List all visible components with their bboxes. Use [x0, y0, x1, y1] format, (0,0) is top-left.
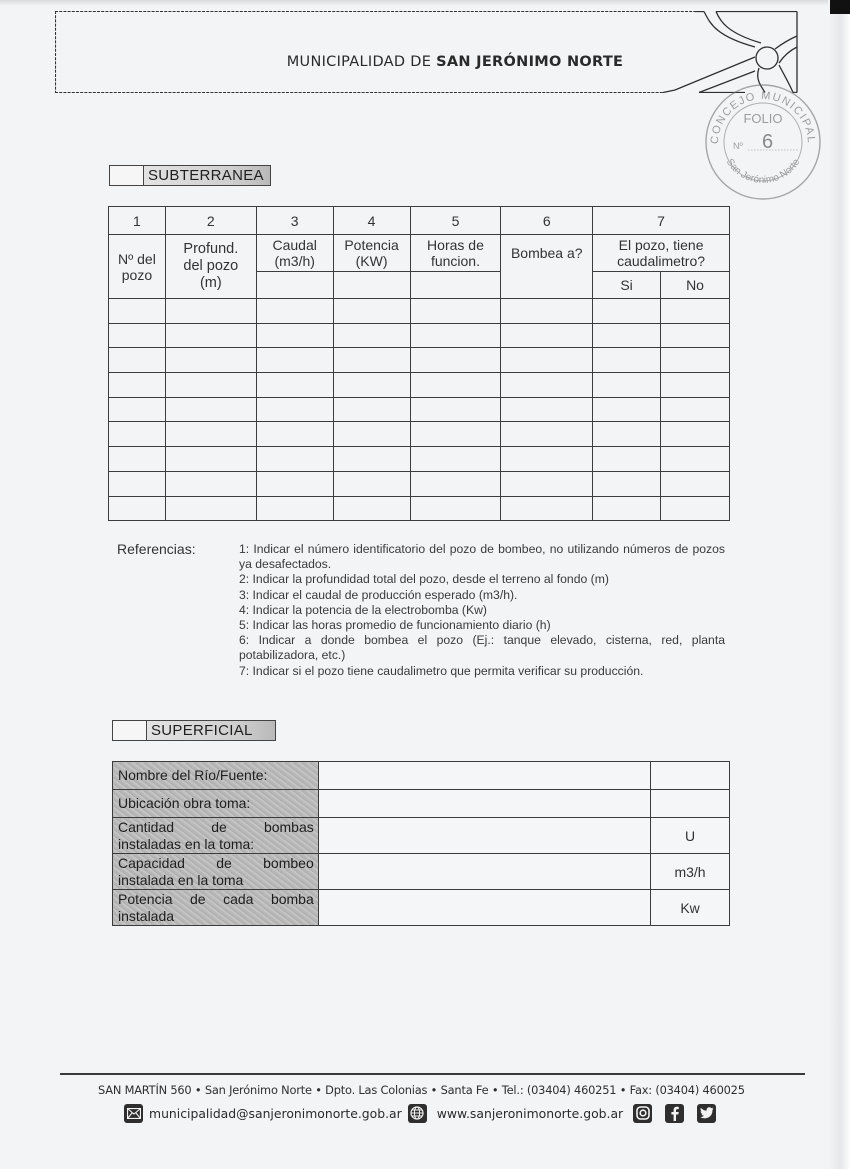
table-input-cell[interactable]: [165, 323, 256, 348]
header-caudalimetro: El pozo, tiene caudalimetro?: [593, 235, 730, 272]
table-input-cell[interactable]: [501, 496, 593, 521]
globe-icon: [408, 1104, 427, 1123]
table-input-cell[interactable]: [501, 397, 593, 422]
table-row: [109, 447, 730, 472]
table-row: [109, 323, 730, 348]
surface-row: [113, 854, 730, 890]
table-row: [109, 299, 730, 324]
section-superficial: [112, 720, 276, 741]
table-input-cell[interactable]: [333, 397, 410, 422]
col-number: 1: [109, 207, 166, 235]
table-input-cell[interactable]: [410, 422, 501, 447]
table-input-cell[interactable]: [501, 422, 593, 447]
footer-contact: [124, 1102, 716, 1124]
table-input-cell[interactable]: [410, 471, 501, 496]
table-row: [109, 373, 730, 398]
table-input-cell[interactable]: [661, 496, 730, 521]
row-label-capacidad: Capacidad de bombeo instalada en la toma: [113, 854, 319, 890]
surface-row: [113, 890, 730, 926]
stamp-arc-bottom: San Jerónimo Norte: [723, 157, 803, 186]
stamp-folio-number: 6: [762, 131, 774, 153]
table-input-cell[interactable]: [410, 348, 501, 373]
table-input-cell[interactable]: [165, 348, 256, 373]
blank-cell: [256, 272, 333, 299]
subterranea-label: SUBTERRANEA: [144, 166, 270, 185]
header-profundidad: Profund. del pozo (m): [165, 235, 256, 299]
unit-m3h: m3/h: [651, 854, 730, 890]
reference-item: 7: Indicar si el pozo tiene caudalimetro que permita verificar su producción.: [239, 663, 644, 678]
table-input-cell[interactable]: [256, 422, 333, 447]
scan-edge-right: [828, 0, 850, 1169]
table-input-cell[interactable]: [333, 323, 410, 348]
table-input-cell[interactable]: [109, 323, 166, 348]
references-list: [239, 542, 725, 679]
roundabout-logo-icon: [55, 11, 798, 93]
table-input-cell[interactable]: [410, 447, 501, 472]
instagram-icon[interactable]: [633, 1104, 652, 1123]
title-municipality: SAN JERÓNIMO NORTE: [436, 54, 624, 70]
table-input-cell[interactable]: [410, 496, 501, 521]
table-input-cell[interactable]: [593, 397, 661, 422]
scan-corner: [830, 0, 850, 14]
table-input-cell[interactable]: [165, 496, 256, 521]
table-input-cell[interactable]: [256, 447, 333, 472]
input-nombre-rio[interactable]: [318, 762, 650, 790]
table-input-cell[interactable]: [256, 323, 333, 348]
letterhead-title: [245, 54, 665, 70]
reference-item: 4: Indicar la potencia de la electrobomba (Kw): [239, 602, 487, 617]
input-potencia[interactable]: [318, 890, 650, 926]
footer-address: SAN MARTÍN 560 • San Jerónimo Norte • Dpto. Las Colonias • Santa Fe • Tel.: (03404) 460251 • Fax: (03404) 460025: [98, 1083, 745, 1097]
header-nro-pozo: Nº del pozo: [109, 235, 166, 299]
input-cantidad-bombas[interactable]: [318, 818, 650, 854]
twitter-icon[interactable]: [697, 1104, 716, 1123]
table-input-cell[interactable]: [165, 447, 256, 472]
table-input-cell[interactable]: [661, 323, 730, 348]
table-input-cell[interactable]: [165, 397, 256, 422]
superficial-label: SUPERFICIAL: [147, 721, 275, 740]
table-input-cell[interactable]: [501, 447, 593, 472]
header-caudal: Caudal (m3/h): [256, 235, 333, 272]
table-input-cell[interactable]: [410, 397, 501, 422]
table-row: [109, 471, 730, 496]
reference-item: 5: Indicar las horas promedio de funcionamiento diario (h): [239, 618, 551, 633]
stamp-arc-top: CONCEJO MUNICIPAL: [708, 89, 818, 145]
surface-row: [113, 762, 730, 790]
table-input-cell[interactable]: [256, 471, 333, 496]
scan-edge: [0, 0, 850, 6]
stamp-folio-label: FOLIO: [743, 111, 783, 126]
table-input-cell[interactable]: [109, 471, 166, 496]
table-row: [109, 422, 730, 447]
table-input-cell[interactable]: [333, 447, 410, 472]
table-input-cell[interactable]: [593, 373, 661, 398]
table-input-cell[interactable]: [593, 323, 661, 348]
table-input-cell[interactable]: [333, 422, 410, 447]
table-input-cell[interactable]: [333, 299, 410, 324]
col-number: 2: [165, 207, 256, 235]
table-input-cell[interactable]: [593, 299, 661, 324]
table-input-cell[interactable]: [333, 496, 410, 521]
blank-cell: [333, 272, 410, 299]
col-number: 5: [410, 207, 501, 235]
table-input-cell[interactable]: [109, 422, 166, 447]
superficial-checkbox[interactable]: [113, 721, 147, 740]
table-input-cell[interactable]: [410, 299, 501, 324]
table-input-cell[interactable]: [593, 422, 661, 447]
facebook-icon[interactable]: [665, 1104, 684, 1123]
input-ubicacion[interactable]: [318, 790, 650, 818]
section-subterranea: [109, 165, 271, 186]
footer-website-link[interactable]: www.sanjeronimonorte.gob.ar: [436, 1105, 624, 1121]
surface-source-table: [112, 761, 730, 926]
table-input-cell[interactable]: [661, 348, 730, 373]
blank-cell: [410, 272, 501, 299]
stamp-number-prefix: Nº: [733, 141, 743, 151]
row-label-ubicacion: Ubicación obra toma:: [113, 790, 319, 818]
column-title-row: [109, 235, 730, 272]
table-input-cell[interactable]: [256, 373, 333, 398]
table-input-cell[interactable]: [593, 447, 661, 472]
footer-email-link[interactable]: municipalidad@sanjeronimonorte.gob.ar: [149, 1105, 402, 1121]
unit-cell: [651, 790, 730, 818]
row-label-nombre-rio: Nombre del Río/Fuente:: [113, 762, 319, 790]
table-input-cell[interactable]: [661, 447, 730, 472]
table-input-cell[interactable]: [501, 373, 593, 398]
table-input-cell[interactable]: [501, 348, 593, 373]
table-input-cell[interactable]: [165, 422, 256, 447]
table-input-cell[interactable]: [256, 496, 333, 521]
surface-row: [113, 790, 730, 818]
table-input-cell[interactable]: [661, 397, 730, 422]
reference-item: 3: Indicar el caudal de producción esperado (m3/h).: [239, 587, 518, 602]
col-number: 3: [256, 207, 333, 235]
table-input-cell[interactable]: [165, 299, 256, 324]
table-input-cell[interactable]: [410, 373, 501, 398]
table-input-cell[interactable]: [593, 348, 661, 373]
unit-u: U: [651, 818, 730, 854]
table-input-cell[interactable]: [410, 323, 501, 348]
reference-item: 2: Indicar la profundidad total del pozo, desde el terreno al fondo (m): [239, 572, 609, 587]
table-input-cell[interactable]: [661, 471, 730, 496]
table-input-cell[interactable]: [501, 299, 593, 324]
references-title: Referencias:: [117, 541, 196, 557]
input-capacidad[interactable]: [318, 854, 650, 890]
header-potencia: Potencia (KW): [333, 235, 410, 272]
table-input-cell[interactable]: [501, 323, 593, 348]
table-input-cell[interactable]: [256, 299, 333, 324]
table-input-cell[interactable]: [165, 373, 256, 398]
table-input-cell[interactable]: [661, 422, 730, 447]
table-input-cell[interactable]: [256, 348, 333, 373]
table-input-cell[interactable]: [333, 471, 410, 496]
table-input-cell[interactable]: [165, 471, 256, 496]
table-input-cell[interactable]: [109, 447, 166, 472]
table-input-cell[interactable]: [109, 496, 166, 521]
reference-item: 1: Indicar el número identificatorio del pozo de bombeo, no utilizando números de pozos ya desafectados.: [239, 542, 725, 572]
table-row: [109, 348, 730, 373]
table-input-cell[interactable]: [661, 299, 730, 324]
table-input-cell[interactable]: [593, 496, 661, 521]
surface-row: [113, 818, 730, 854]
table-input-cell[interactable]: [333, 348, 410, 373]
svg-text:San Jerónimo Norte: [724, 157, 803, 186]
table-row: [109, 496, 730, 521]
unit-cell: [651, 762, 730, 790]
header-si: Si: [593, 272, 661, 299]
header-bombea: Bombea a?: [501, 235, 593, 299]
table-input-cell[interactable]: [109, 348, 166, 373]
subterranea-checkbox[interactable]: [110, 166, 144, 185]
table-input-cell[interactable]: [661, 373, 730, 398]
unit-kw: Kw: [651, 890, 730, 926]
row-label-cantidad-bombas: Cantidad de bombas instaladas en la toma:: [113, 818, 319, 854]
footer-divider: [60, 1073, 805, 1075]
wells-table: [108, 206, 730, 521]
table-row: [109, 397, 730, 422]
mail-icon: [124, 1104, 143, 1123]
col-number: 7: [593, 207, 730, 235]
title-prefix: MUNICIPALIDAD DE: [286, 54, 432, 70]
table-input-cell[interactable]: [109, 299, 166, 324]
reference-item: 6: Indicar a donde bombea el pozo (Ej.: tanque elevado, cisterna, red, planta potabilizadora, etc.): [239, 633, 725, 663]
header-horas: Horas de funcion.: [410, 235, 501, 272]
table-input-cell[interactable]: [501, 471, 593, 496]
table-input-cell[interactable]: [333, 373, 410, 398]
col-number: 6: [501, 207, 593, 235]
column-number-row: [109, 207, 730, 235]
header-no: No: [661, 272, 730, 299]
letterhead-banner: [55, 11, 798, 93]
folio-stamp: [700, 78, 826, 200]
table-input-cell[interactable]: [109, 397, 166, 422]
col-number: 4: [333, 207, 410, 235]
table-input-cell[interactable]: [109, 373, 166, 398]
table-input-cell[interactable]: [593, 471, 661, 496]
row-label-potencia: Potencia de cada bomba instalada: [113, 890, 319, 926]
table-input-cell[interactable]: [256, 397, 333, 422]
